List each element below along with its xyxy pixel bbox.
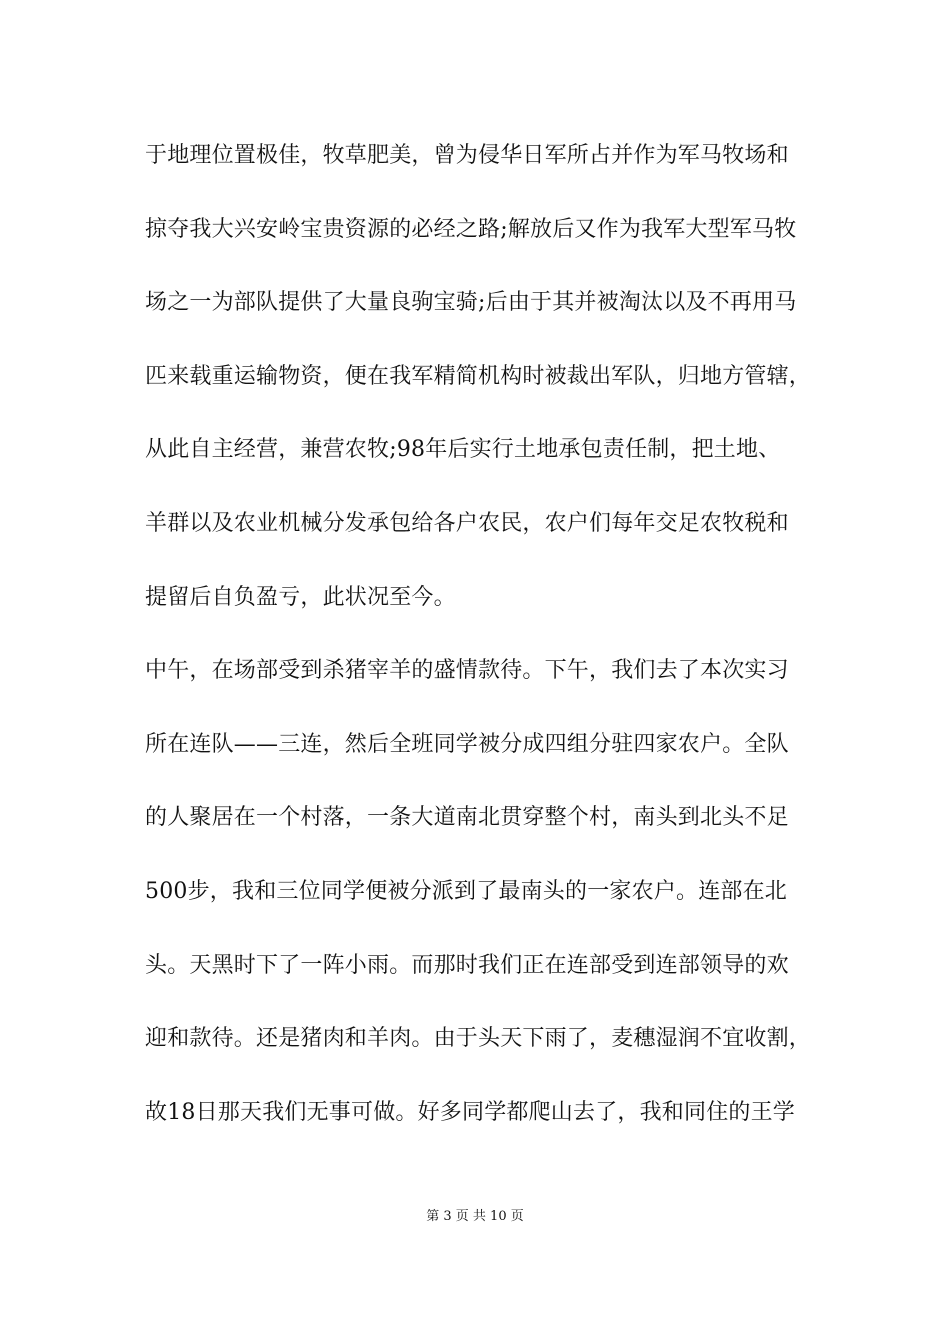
body-text [145, 134, 825, 1164]
text-line: 匹来载重运输物资，便在我军精简机构时被裁出军队，归地方管辖， [145, 363, 812, 389]
text-line: 迎和款待。还是猪肉和羊肉。由于头天下雨了，麦穗湿润不宜收割， [145, 1026, 812, 1052]
text-line: 场之一为部队提供了大量良驹宝骑;后由于其并被淘汰以及不再用马 [145, 290, 797, 316]
text-line: 中午，在场部受到杀猪宰羊的盛情款待。下午，我们去了本次实习 [145, 658, 789, 684]
text-line: 500步，我和三位同学便被分派到了最南头的一家农户。连部在北 [145, 878, 787, 904]
text-line: 头。天黑时下了一阵小雨。而那时我们正在连部受到连部领导的欢 [145, 952, 789, 978]
text-line: 所在连队——三连，然后全班同学被分成四组分驻四家农户。全队 [145, 731, 789, 757]
text-line: 故18日那天我们无事可做。好多同学都爬山去了，我和同住的王学 [145, 1099, 795, 1125]
text-line: 提留后自负盈亏，此状况至今。 [145, 584, 456, 610]
text-line: 羊群以及农业机械分发承包给各户农民，农户们每年交足农牧税和 [145, 510, 789, 536]
text-line: 从此自主经营，兼营农牧;98年后实行土地承包责任制，把土地、 [145, 437, 781, 463]
text-line: 掠夺我大兴安岭宝贵资源的必经之路;解放后又作为我军大型军马牧 [145, 216, 797, 242]
page-number: 第 3 页 共 10 页 [426, 1209, 524, 1224]
text-line: 于地理位置极佳，牧草肥美，曾为侵华日军所占并作为军马牧场和 [145, 143, 789, 168]
text-line: 的人聚居在一个村落，一条大道南北贯穿整个村，南头到北头不足 [145, 805, 789, 831]
